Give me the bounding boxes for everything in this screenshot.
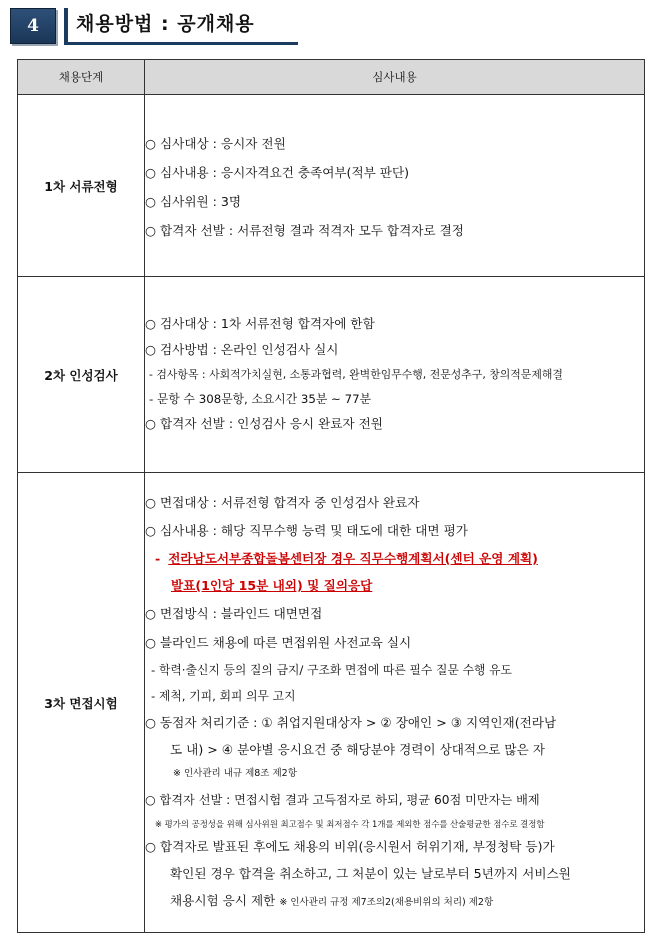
stage-cell: 1차 서류전형 [18, 95, 145, 277]
title-accent-bar [64, 8, 68, 44]
header-content: 심사내용 [145, 60, 645, 95]
section-header [10, 8, 298, 44]
list-item: - 문항 수 308문항, 소요시간 35분 ~ 77분 [149, 392, 372, 406]
header-stage: 채용단계 [18, 60, 145, 95]
stage-cell: 3차 면접시험 [18, 473, 145, 933]
reference-note: ※ 인사관리 규정 제7조의2(채용비위의 처리) 제2항 [279, 897, 494, 908]
list-item: ○ 심사내용 : 해당 직무수행 능력 및 태도에 대한 대면 평가 [145, 523, 468, 538]
list-item: 확인된 경우 합격을 취소하고, 그 처분이 있는 날로부터 5년까지 서비스원 [170, 866, 571, 881]
list-item: ○ 면접대상 : 서류전형 합격자 중 인성검사 완료자 [145, 495, 420, 510]
list-item: ○ 면접방식 : 블라인드 대면면접 [145, 606, 323, 621]
list-item: ○ 합격자 선발 : 서류전형 결과 적격자 모두 합격자로 결정 [145, 223, 464, 238]
list-item: 도 내) > ④ 분야별 응시요건 중 해당분야 경력이 상대적으로 많은 자 [170, 742, 545, 757]
list-item: ○ 심사내용 : 응시자격요건 충족여부(적부 판단) [145, 165, 410, 180]
list-item: - 검사항목 : 사회적가치실현, 소통과협력, 완벽한임무수행, 전문성추구, 창의적문제해결 [149, 368, 563, 381]
list-item-text: 채용시험 응시 제한 [170, 893, 276, 908]
red-note-line [145, 545, 644, 573]
list-item: ○ 동점자 처리기준 : ① 취업지원대상자 > ② 장애인 > ③ 지역인재(전라남 [145, 715, 557, 730]
reference-note: ※ 인사관리 내규 제8조 제2항 [173, 768, 297, 779]
red-dash: - [155, 551, 161, 566]
table-row [18, 473, 645, 933]
list-item: ○ 심사위원 : 3명 [145, 194, 242, 209]
list-item: ○ 심사대상 : 응시자 전원 [145, 136, 286, 151]
recruitment-table [17, 59, 645, 933]
list-item: ○ 검사대상 : 1차 서류전형 합격자에 한함 [145, 316, 375, 331]
list-item: ○ 합격자 선발 : 인성검사 응시 완료자 전원 [145, 416, 383, 431]
list-item: ○ 검사방법 : 온라인 인성검사 실시 [145, 342, 339, 357]
red-note-line [145, 573, 644, 599]
list-item [145, 887, 644, 917]
list-item: - 학력·출신지 등의 질의 금지/ 구조화 면접에 따른 필수 질문 수행 유도 [151, 663, 512, 677]
red-note-text: 전라남도서부종합돌봄센터장 경우 직무수행계획서(센터 운영 계획) [168, 551, 538, 566]
content-cell [145, 473, 645, 933]
content-cell [145, 95, 645, 277]
section-number-badge: 4 [10, 8, 56, 44]
red-note-text: 발표(1인당 15분 내외) 및 질의응답 [171, 578, 373, 593]
table-row [18, 95, 645, 277]
table-row [18, 277, 645, 473]
list-item: ○ 합격자로 발표된 후에도 채용의 비위(응시원서 허위기재, 부정청탁 등)가 [145, 839, 555, 854]
list-item: ○ 블라인드 채용에 따른 면접위원 사전교육 실시 [145, 635, 412, 650]
list-item: - 제척, 기피, 회피 의무 고지 [151, 689, 296, 703]
section-title: 채용방법 : 공개채용 [76, 13, 255, 35]
title-underline [64, 42, 298, 45]
reference-note: ※ 평가의 공정성을 위해 심사위원 최고점수 및 최저점수 각 1개를 제외한 점수를 산술평균한 점수로 결정함 [155, 819, 545, 829]
list-item: ○ 합격자 선발 : 면접시험 결과 고득점자로 하되, 평균 60점 미만자는 배제 [145, 793, 540, 807]
content-cell [145, 277, 645, 473]
stage-cell: 2차 인성검사 [18, 277, 145, 473]
